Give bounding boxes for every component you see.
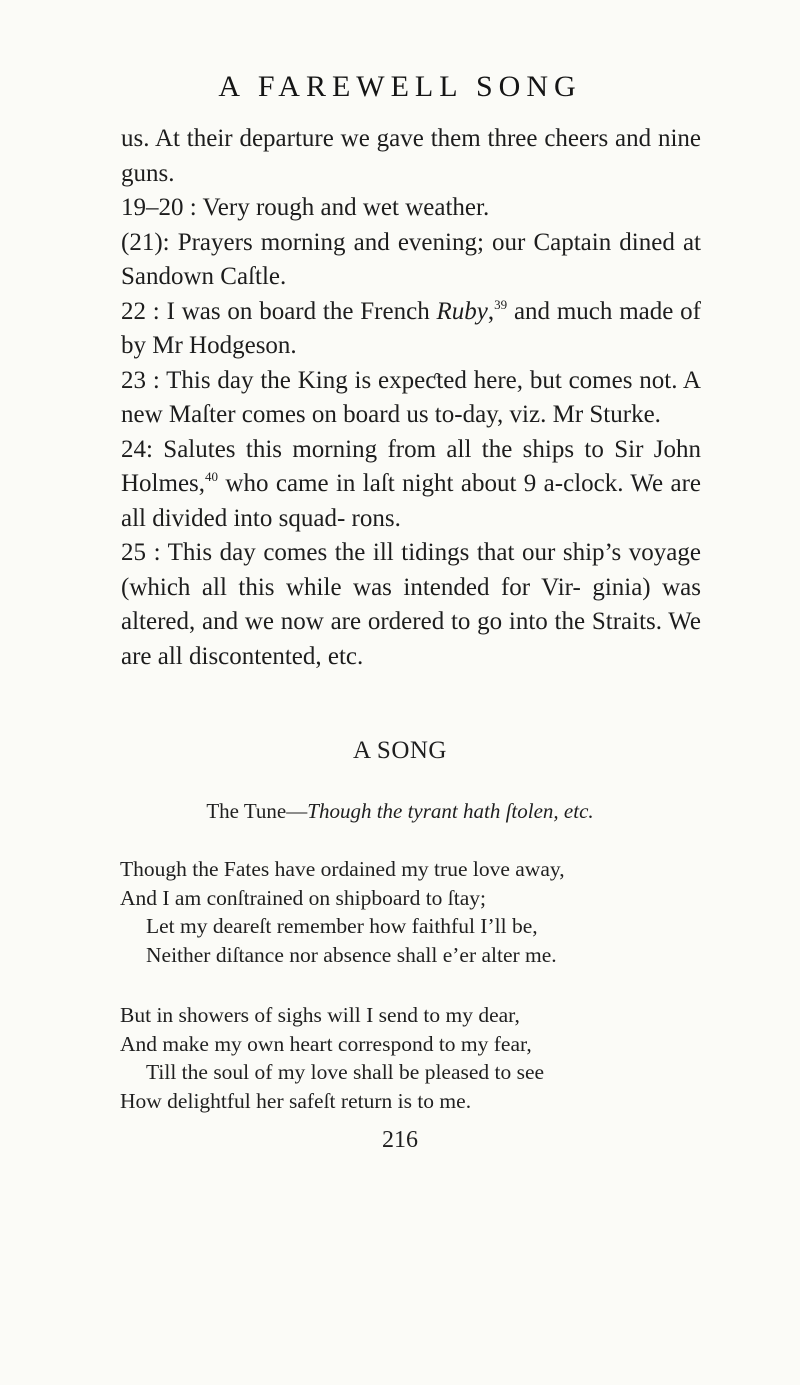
tune-name: Though the tyrant hath ſtolen, etc. [307,799,594,823]
diary-entry: 24: Salutes this morning from all the ships to Sir John Holmes,$^{40}$ who came in laſt night about 9 a-clock. We are all divided into squad- rons. [121,435,701,532]
footnote-ref[interactable]: 40 [205,469,219,484]
diary-entry: 25 : This day comes the ill tidings that our ship’s voyage (which all this while was intended for Vir- ginia) was altered, and we now are ordered to go into the Straits. We are all discontented, etc. [121,539,701,670]
verse-line: Let my deareſt remember how faithful I’ll be, [146,914,538,938]
verse-line: And make my own heart correspond to my fear, [120,1031,532,1056]
song-stanza [120,855,720,969]
verse-line: Neither diſtance nor absence shall e’er alter me. [146,942,557,967]
footnote-ref[interactable]: 39 [494,296,508,312]
diary-entry: 19–20 : Very rough and wet weather. [121,194,490,221]
song-title: A SONG [353,737,447,764]
diary-entry: 22 : I was on board the French Ruby,$^{39}$ and much made of by Mr Hodgeson. [121,296,701,359]
verse-line: How delightful her safeſt return is to me. [120,1088,472,1113]
diary-entry: 23 : This day the King is expeƈted here, but comes not. A new Maſter comes on board us to-day, viz. Mr Sturke. [121,366,701,428]
verse-line: Though the Fates have ordained my true love away, [120,857,565,881]
verse-line: Till the soul of my love shall be pleased to see [146,1060,545,1084]
song-stanza [120,1001,720,1115]
verse-line: But in showers of sighs will I send to my dear, [120,1003,520,1027]
diary-entry: (21): Prayers morning and evening; our Captain dined at Sandown Caſtle. [121,228,701,290]
diary-text [121,122,701,674]
tune-line: The Tune—Though the tyrant hath ſtolen, etc. [206,799,594,823]
ship-name: Ruby [436,297,488,325]
page-number: 216 [382,1127,418,1153]
diary-entry: us. At their departure we gave them three cheers and nine guns. [121,125,701,187]
running-head: A FAREWELL SONG [218,70,582,103]
verse-line: And I am conſtrained on shipboard to ſtay; [120,885,487,910]
